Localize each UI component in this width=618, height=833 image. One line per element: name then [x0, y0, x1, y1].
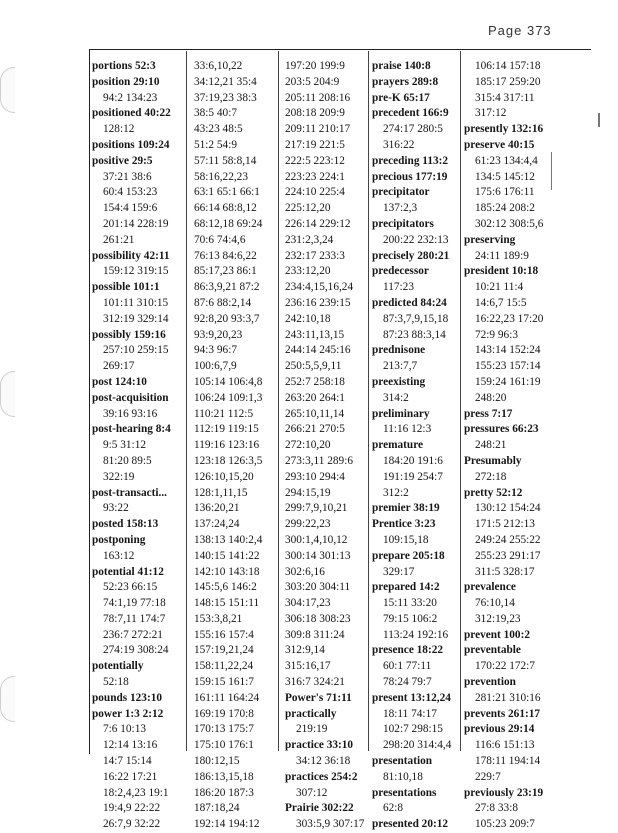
index-entry-term: postponing: [92, 533, 146, 546]
index-entry-term: practices 254:2: [285, 770, 358, 783]
index-entry-term: praise 140:8: [372, 60, 431, 72]
index-entry-pages: 155:23 157:14: [475, 360, 541, 373]
index-entry-term: pressures 66:23: [464, 423, 539, 436]
index-entry-pages: 79:15 106:2: [383, 612, 438, 625]
index-entry-pages: 140:15 141:22: [194, 549, 260, 562]
index-entry-pages: 158:11,22,24: [194, 660, 254, 673]
index-entry-term: prevents 261:17: [464, 707, 541, 720]
index-entry-pages: 63:1 65:1 66:1: [194, 186, 260, 199]
index-entry-term: practice 33:10: [285, 739, 354, 752]
index-entry-pages: 316:7 324:21: [285, 676, 345, 689]
index-entry-pages: 205:11 208:16: [285, 91, 351, 104]
index-entry-pages: 16:22,23 17:20: [475, 312, 544, 325]
index-entry-pages: 155:16 157:4: [194, 628, 254, 641]
index-entry-pages: 157:19,21,24: [194, 644, 254, 657]
index-entry-pages: 81:10,18: [383, 770, 423, 783]
index-entry-term: pounds 123:10: [92, 691, 163, 704]
index-entry-pages: 9:5 31:12: [103, 439, 146, 452]
index-entry-pages: 43:23 48:5: [194, 123, 243, 136]
index-entry-pages: 10:21 11:4: [475, 281, 524, 294]
index-entry-term: positions 109:24: [92, 138, 170, 151]
index-entry-pages: 234:4,15,16,24: [285, 281, 354, 294]
index-entry-pages: 81:20 89:5: [103, 454, 152, 467]
index-entry-pages: 15:11 33:20: [383, 597, 437, 610]
index-entry-pages: 309:8 311:24: [285, 628, 345, 641]
index-entry-term: predecessor: [372, 265, 429, 278]
index-entry-pages: 87:6 88:2,14: [194, 296, 252, 309]
index-column-4: [372, 59, 466, 833]
index-entry-pages: 78:24 79:7: [383, 676, 432, 689]
index-entry-pages: 248:20: [475, 391, 507, 404]
index-entry-pages: 123:18 126:3,5: [194, 454, 263, 467]
index-entry-pages: 57:11 58:8,14: [194, 154, 257, 167]
index-entry-pages: 231:2,3,24: [285, 233, 334, 246]
index-entry-pages: 116:6 151:13: [475, 739, 535, 752]
page-number: Page 373: [488, 23, 552, 38]
index-entry-pages: 175:10 176:1: [194, 739, 254, 752]
index-entry-pages: 119:16 123:16: [194, 439, 260, 452]
index-entry-pages: 87:23 88:3,14: [383, 328, 446, 341]
index-entry-term: precedent 166:9: [372, 107, 449, 120]
index-entry-pages: 18:11 74:17: [383, 707, 437, 720]
index-entry-pages: 233:12,20: [285, 265, 331, 278]
index-entry-pages: 178:11 194:14: [475, 755, 541, 768]
index-entry-pages: 37:19,23 38:3: [194, 91, 257, 104]
index-entry-term: preliminary: [372, 407, 430, 420]
index-entry-term: prevent 100:2: [464, 628, 530, 641]
index-entry-term: prayers 289:8: [372, 75, 439, 88]
index-entry-pages: 213:7,7: [383, 360, 418, 373]
index-entry-pages: 19:4,9 22:22: [103, 802, 161, 815]
index-entry-pages: 329:17: [383, 565, 415, 578]
index-entry-pages: 34:12,21 35:4: [194, 75, 257, 88]
index-entry-term: presence 18:22: [372, 644, 444, 657]
index-entry-pages: 236:16 239:15: [285, 296, 351, 309]
index-entry-pages: 274:17 280:5: [383, 123, 443, 136]
index-entry-pages: 185:24 208:2: [475, 202, 535, 215]
index-entry-pages: 117:23: [383, 281, 414, 294]
index-entry-pages: 76:10,14: [475, 597, 515, 610]
index-entry-pages: 187:18,24: [194, 802, 240, 815]
index-entry-pages: 322:19: [103, 470, 135, 483]
index-entry-pages: 128:1,11,15: [194, 486, 248, 499]
index-entry-term: possibly 159:16: [92, 328, 166, 341]
index-entry-pages: 255:23 291:17: [475, 549, 541, 562]
index-entry-term: prevention: [464, 676, 516, 689]
index-entry-term: post-acquisition: [92, 391, 169, 404]
index-entry-pages: 317:12: [475, 107, 507, 120]
index-entry-term: potential 41:12: [92, 565, 164, 578]
index-entry-pages: 27:8 33:8: [475, 802, 518, 815]
index-entry-pages: 303:5,9 307:17: [296, 818, 365, 831]
index-entry-term: preceding 113:2: [372, 154, 449, 167]
index-entry-term: post-hearing 8:4: [92, 423, 171, 436]
index-entry-pages: 137:2,3: [383, 202, 418, 215]
index-entry-pages: 263:20 264:1: [285, 391, 345, 404]
index-entry-pages: 293:10 294:4: [285, 470, 345, 483]
index-entry-pages: 180:12,15: [194, 755, 240, 768]
index-entry-pages: 37:21 38:6: [103, 170, 152, 183]
column-divider: [186, 51, 187, 751]
index-entry-term: posted 158:13: [92, 518, 159, 531]
index-entry-pages: 222:5 223:12: [285, 154, 345, 167]
index-entry-term: present 13:12,24: [372, 691, 451, 704]
index-entry-pages: 33:6,10,22: [194, 60, 243, 72]
index-entry-pages: 306:18 308:23: [285, 612, 351, 625]
index-entry-pages: 170:22 172:7: [475, 660, 535, 673]
index-entry-pages: 224:10 225:4: [285, 186, 345, 199]
index-entry-term: Prairie 302:22: [285, 802, 354, 815]
index-entry-pages: 236:7 272:21: [103, 628, 163, 641]
index-entry-pages: 60:4 153:23: [103, 186, 158, 199]
index-entry-pages: 70:6 74:4,6: [194, 233, 246, 246]
index-entry-pages: 242:10,18: [285, 312, 331, 325]
index-entry-pages: 261:21: [103, 233, 135, 246]
index-entry-term: Prentice 3:23: [372, 518, 436, 531]
index-entry-term: premature: [372, 439, 424, 452]
index-entry-pages: 226:14 229:12: [285, 217, 351, 230]
index-entry-pages: 274:19 308:24: [103, 644, 169, 657]
index-entry-pages: 87:3,7,9,15,18: [383, 312, 449, 325]
index-entry-pages: 38:5 40:7: [194, 107, 237, 120]
index-entry-pages: 105:14 106:4,8: [194, 375, 263, 388]
index-entry-pages: 134:5 145:12: [475, 170, 535, 183]
index-entry-pages: 217:19 221:5: [285, 138, 345, 151]
index-entry-pages: 39:16 93:16: [103, 407, 158, 420]
index-entry-term: prepared 14:2: [372, 581, 440, 594]
index-entry-pages: 101:11 310:15: [103, 296, 169, 309]
index-entry-term: precisely 280:21: [372, 249, 450, 262]
index-entry-pages: 315:16,17: [285, 660, 331, 673]
index-entry-pages: 299:22,23: [285, 518, 331, 531]
index-entry-pages: 184:20 191:6: [383, 454, 443, 467]
index-entry-pages: 200:22 232:13: [383, 233, 449, 246]
index-entry-pages: 145:5,6 146:2: [194, 581, 257, 594]
index-entry-term: presentations: [372, 786, 437, 799]
index-entry-term: power 1:3 2:12: [92, 707, 164, 720]
index-entry-term: predicted 84:24: [372, 296, 447, 309]
punch-hole-top: [0, 67, 15, 113]
index-entry-pages: 312:2: [383, 486, 409, 499]
index-entry-term: prednisone: [372, 344, 426, 357]
index-entry-pages: 161:11 164:24: [194, 691, 260, 704]
index-entry-pages: 300:1,4,10,12: [285, 533, 348, 546]
index-entry-pages: 14:6,7 15:5: [475, 296, 527, 309]
index-entry-pages: 266:21 270:5: [285, 423, 345, 436]
index-entry-term: presented 20:12: [372, 818, 449, 831]
index-entry-term: potentially: [92, 660, 144, 673]
index-entry-pages: 248:21: [475, 439, 507, 452]
index-entry-pages: 94:3 96:7: [194, 344, 237, 357]
index-entry-pages: 314:2: [383, 391, 409, 404]
index-entry-pages: 130:12 154:24: [475, 502, 541, 515]
index-entry-pages: 229:7: [475, 770, 501, 783]
index-entry-pages: 86:3,9,21 87:2: [194, 281, 260, 294]
index-entry-pages: 126:10,15,20: [194, 470, 254, 483]
index-entry-pages: 316:22: [383, 138, 415, 151]
index-entry-term: positioned 40:22: [92, 107, 171, 120]
index-entry-pages: 219:19: [296, 723, 328, 736]
index-entry-term: presentation: [372, 755, 433, 768]
index-entry-pages: 34:12 36:18: [296, 755, 351, 768]
index-entry-pages: 257:10 259:15: [103, 344, 169, 357]
index-entry-pages: 14:7 15:14: [103, 755, 152, 768]
index-entry-pages: 93:22: [103, 502, 129, 515]
index-entry-pages: 110:21 112:5: [194, 407, 254, 420]
index-entry-term: possible 101:1: [92, 281, 160, 294]
index-entry-pages: 170:13 175:7: [194, 723, 254, 736]
index-entry-pages: 225:12,20: [285, 202, 331, 215]
index-entry-pages: 244:14 245:16: [285, 344, 351, 357]
index-entry-pages: 159:24 161:19: [475, 375, 541, 388]
index-entry-term: precipitators: [372, 217, 434, 230]
index-column-1: [92, 59, 186, 833]
index-entry-pages: 154:4 159:6: [103, 202, 158, 215]
index-entry-pages: 93:9,20,23: [194, 328, 243, 341]
index-entry-term: previous 29:14: [464, 723, 535, 736]
index-entry-pages: 137:24,24: [194, 518, 240, 531]
index-entry-pages: 66:14 68:8,12: [194, 202, 257, 215]
index-entry-pages: 209:11 210:17: [285, 123, 351, 136]
index-entry-pages: 18:2,4,23 19:1: [103, 786, 169, 799]
index-entry-pages: 142:10 143:18: [194, 565, 260, 578]
index-entry-pages: 112:19 119:15: [194, 423, 259, 436]
index-entry-pages: 76:13 84:6,22: [194, 249, 257, 262]
index-entry-pages: 62:8: [383, 802, 404, 815]
index-entry-pages: 312:9,14: [285, 644, 325, 657]
index-entry-term: practically: [285, 707, 337, 720]
index-entry-term: precious 177:19: [372, 170, 448, 183]
index-entry-pages: 169:19 170:8: [194, 707, 254, 720]
index-entry-term: preexisting: [372, 375, 426, 388]
index-entry-term: position 29:10: [92, 75, 160, 88]
index-entry-pages: 300:14 301:13: [285, 549, 351, 562]
index-entry-pages: 24:11 189:9: [475, 249, 529, 262]
index-entry-pages: 52:23 66:15: [103, 581, 158, 594]
index-entry-pages: 192:14 194:12: [194, 818, 260, 831]
index-entry-pages: 312:19,23: [475, 612, 521, 625]
index-entry-term: preserving: [464, 233, 516, 246]
index-entry-pages: 273:3,11 289:6: [285, 454, 353, 467]
index-entry-pages: 58:16,22,23: [194, 170, 248, 183]
index-entry-pages: 74:1,19 77:18: [103, 597, 166, 610]
index-entry-pages: 175:6 176:11: [475, 186, 535, 199]
index-entry-pages: 94:2 134:23: [103, 91, 158, 104]
index-entry-term: precipitator: [372, 186, 430, 199]
index-entry-term: press 7:17: [464, 407, 513, 420]
punch-hole-middle: [0, 371, 15, 417]
index-entry-pages: 113:24 192:16: [383, 628, 449, 641]
index-entry-pages: 51:2 54:9: [194, 138, 237, 151]
index-entry-pages: 61:23 134:4,4: [475, 154, 538, 167]
index-entry-pages: 138:13 140:2,4: [194, 533, 263, 546]
index-entry-pages: 92:8,20 93:3,7: [194, 312, 260, 325]
index-entry-pages: 304:17,23: [285, 597, 331, 610]
index-entry-pages: 272:10,20: [285, 439, 331, 452]
index-entry-pages: 100:6,7,9: [194, 360, 237, 373]
index-entry-pages: 72:9 96:3: [475, 328, 518, 341]
index-entry-term: Presumably: [464, 454, 522, 467]
index-entry-term: preventable: [464, 644, 521, 657]
index-entry-pages: 171:5 212:13: [475, 518, 535, 531]
index-entry-term: preserve 40:15: [464, 138, 535, 151]
index-entry-pages: 26:7,9 32:22: [103, 818, 161, 831]
index-entry-term: previously 23:19: [464, 786, 544, 799]
index-entry-pages: 208:18 209:9: [285, 107, 345, 120]
index-entry-pages: 109:15,18: [383, 533, 429, 546]
index-entry-pages: 159:12 319:15: [103, 265, 169, 278]
index-entry-pages: 185:17 259:20: [475, 75, 541, 88]
index-entry-pages: 186:20 187:3: [194, 786, 254, 799]
index-entry-pages: 78:7,11 174:7: [103, 612, 166, 625]
index-entry-pages: 250:5,5,9,11: [285, 360, 342, 373]
index-entry-pages: 148:15 151:11: [194, 597, 260, 610]
index-entry-pages: 106:24 109:1,3: [194, 391, 263, 404]
index-entry-term: president 10:18: [464, 265, 539, 278]
index-entry-pages: 60:1 77:11: [383, 660, 432, 673]
index-entry-term: portions 52:3: [92, 60, 156, 72]
index-entry-pages: 302:12 308:5,6: [475, 217, 544, 230]
index-entry-pages: 232:17 233:3: [285, 249, 345, 262]
index-entry-pages: 16:22 17:21: [103, 770, 158, 783]
index-entry-pages: 143:14 152:24: [475, 344, 541, 357]
index-entry-term: pretty 52:12: [464, 486, 523, 499]
index-entry-pages: 128:12: [103, 123, 135, 136]
index-entry-pages: 191:19 254:7: [383, 470, 443, 483]
index-entry-term: possibility 42:11: [92, 249, 170, 262]
index-entry-pages: 315:4 317:11: [475, 91, 535, 104]
index-entry-pages: 197:20 199:9: [285, 60, 345, 72]
index-entry-pages: 243:11,13,15: [285, 328, 345, 341]
index-entry-term: presently 132:16: [464, 123, 544, 136]
index-entry-pages: 312:19 329:14: [103, 312, 169, 325]
index-entry-term: prevalence: [464, 581, 516, 594]
index-entry-pages: 12:14 13:16: [103, 739, 158, 752]
index-entry-term: pre-K 65:17: [372, 91, 430, 104]
index-entry-pages: 265:10,11,14: [285, 407, 345, 420]
index-entry-term: premier 38:19: [372, 502, 440, 515]
index-entry-pages: 68:12,18 69:24: [194, 217, 263, 230]
index-entry-pages: 269:17: [103, 360, 135, 373]
index-entry-pages: 163:12: [103, 549, 135, 562]
index-entry-pages: 85:17,23 86:1: [194, 265, 257, 278]
index-entry-pages: 303:20 304:11: [285, 581, 351, 594]
index-entry-pages: 298:20 314:4,4: [383, 739, 452, 752]
index-entry-pages: 102:7 298:15: [383, 723, 443, 736]
index-entry-pages: 302:6,16: [285, 565, 325, 578]
index-entry-pages: 281:21 310:16: [475, 691, 541, 704]
index-entry-pages: 153:3,8,21: [194, 612, 243, 625]
index-column-2: [194, 59, 288, 833]
index-entry-pages: 294:15,19: [285, 486, 331, 499]
index-entry-term: prepare 205:18: [372, 549, 445, 562]
index-entry-pages: 307:12: [296, 786, 328, 799]
margin-mark: [598, 113, 600, 127]
index-entry-pages: 7:6 10:13: [103, 723, 146, 736]
index-entry-pages: 252:7 258:18: [285, 375, 345, 388]
index-entry-pages: 299:7,9,10,21: [285, 502, 348, 515]
index-entry-pages: 203:5 204:9: [285, 75, 340, 88]
index-entry-pages: 311:5 328:17: [475, 565, 535, 578]
index-entry-term: positive 29:5: [92, 154, 153, 167]
index-column-3: [285, 59, 379, 833]
punch-hole-bottom: [0, 676, 15, 722]
index-entry-term: post 124:10: [92, 375, 147, 388]
index-entry-pages: 105:23 209:7: [475, 818, 535, 831]
index-entry-pages: 186:13,15,18: [194, 770, 254, 783]
index-entry-pages: 159:15 161:7: [194, 676, 254, 689]
index-entry-pages: 201:14 228:19: [103, 217, 169, 230]
index-entry-pages: 52:18: [103, 676, 129, 689]
index-entry-pages: 106:14 157:18: [475, 60, 541, 72]
index-entry-pages: 136:20,21: [194, 502, 240, 515]
index-entry-term: Power's 71:11: [285, 691, 352, 704]
index-entry-pages: 272:18: [475, 470, 507, 483]
index-entry-pages: 249:24 255:22: [475, 533, 541, 546]
index-column-5: [464, 59, 558, 833]
index-entry-term: post-transacti...: [92, 486, 167, 499]
index-entry-pages: 11:16 12:3: [383, 423, 432, 436]
index-entry-pages: 223:23 224:1: [285, 170, 345, 183]
